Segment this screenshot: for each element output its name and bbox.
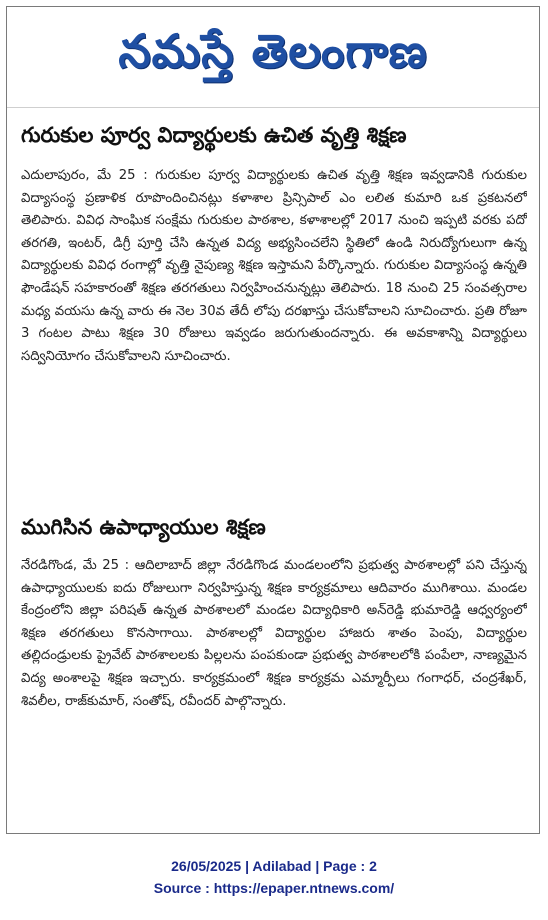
masthead xyxy=(7,7,539,107)
newspaper-logo: నమస్తే తెలంగాణ xyxy=(118,24,428,78)
clipping-frame xyxy=(6,6,540,834)
article-body-1: ఎదులాపురం, మే 25 : గురుకుల పూర్వ విద్యార్థులకు ఉచిత వృత్తి శిక్షణ ఇవ్వడానికి గురుకుల విద్యాసంస్థ ప్రణాళిక రూపొందించినట్లు కళాశాల ప్రిన్సిపాల్ ఎం లలిత కుమారి ఒక ప్రకటనలో తెలిపారు. వివిధ సాంఘిక సంక్షేమ గురుకుల పాఠశాల, కళాశాలల్లో 2017 నుంచి ఇప్పటి వరకు పదో తరగతి, ఇంటర్, డిగ్రీ పూర్తి చేసి ఉన్నత విద్య అభ్యసించలేని స్థితిలో ఉండి నిరుద్యోగులుగా ఉన్న విద్యార్థులకు వివిధ రంగాల్లో వృత్తి నైపుణ్య శిక్షణ ఇస్తామని పేర్కొన్నారు. గురుకుల విద్యాసంస్థ ఉన్నతి ఫౌండేషన్ సహకారంతో శిక్షణ తరగతులు నిర్వహించనున్నట్లు తెలిపారు. 18 నుంచి 25 సంవత్సరాల మధ్య వయసు ఉన్న వారు ఈ నెల 30వ తేదీ లోపు దరఖాస్తు చేసుకోవాలని సూచించారు. ప్రతి రోజూ 3 గంటల పాటు శిక్షణ 30 రోజులు ఇవ్వడం జరుగుతుందన్నారు. ఈ అవకాశాన్ని విద్యార్థులు సద్వినియోగం చేసుకోవాలని సూచించారు. xyxy=(21,168,527,364)
footer-source-link[interactable]: Source : https://epaper.ntnews.com/ xyxy=(153,880,395,896)
footer-date-edition-page: 26/05/2025 | Adilabad | Page : 2 xyxy=(171,858,377,874)
masthead-divider xyxy=(7,107,539,108)
article-headline-2: ముగిసిన ఉపాధ్యాయుల శిక్షణ xyxy=(21,515,266,539)
article-headline-1: గురుకుల పూర్వ విద్యార్థులకు ఉచిత వృత్తి శిక్షణ xyxy=(21,123,407,147)
article-body-2: నేరడిగొండ, మే 25 : ఆదిలాబాద్ జిల్లా నేరడిగొండ మండలంలోని ప్రభుత్వ పాఠశాలల్లో పని చేస్తున్న ఉపాధ్యాయులకు ఐదు రోజులుగా నిర్వహిస్తున్న శిక్షణ కార్యక్రమాలు ఆదివారం ముగిశాయి. మండల కేంద్రంలోని జిల్లా పరిషత్ ఉన్నత పాఠశాలలో మండల విద్యాధికారి అన్‌రెడ్డి భుమారెడ్డి ఆధ్వర్యంలో శిక్షణ తరగతులు కొనసాగాయి. పాఠశాలల్లో విద్యార్థుల హాజరు శాతం పెంపు, విద్యార్థుల తల్లిదండ్రులకు ప్రైవేట్ పాఠశాలలకు పిల్లలను పంపకుండా ప్రభుత్వ పాఠశాలలోకి పంపేలా, నాణ్యమైన విద్య అంశాలపై శిక్షణ ఇచ్చారు. కార్యక్రమంలో శిక్షణ కార్యక్రమ ఎమ్మార్పీలు గంగాధర్, చంద్రశేఖర్, శివలీల, రాజ్‌కుమార్, సంతోష్, రవీందర్ పాల్గొన్నారు. xyxy=(21,558,527,709)
